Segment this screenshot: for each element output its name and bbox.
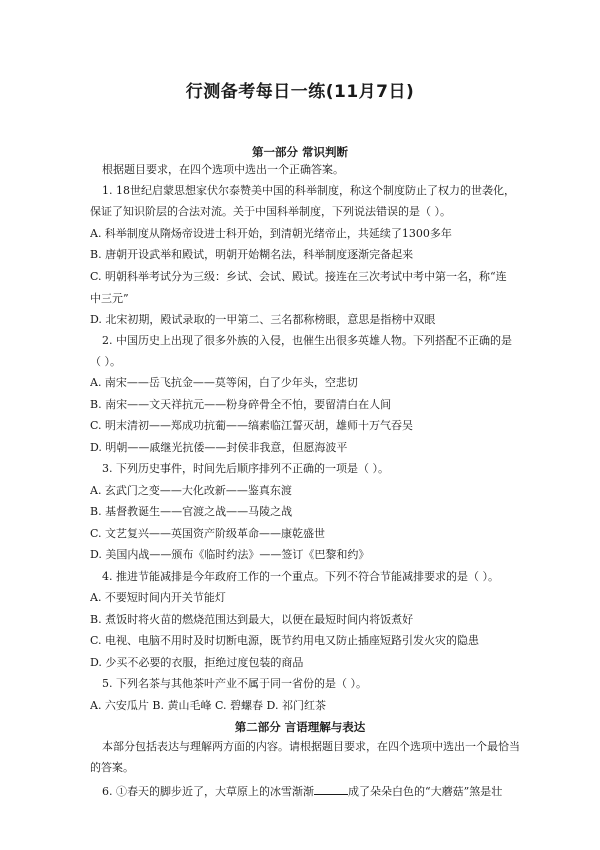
q1-option-a: A. 科举制度从隋炀帝设进士科开始，到清朝光绪帝止，共延续了1300多年 (90, 227, 452, 240)
q1-stem-line1: 1. 18世纪启蒙思想家伏尔泰赞美中国的科举制度，称这个制度防止了权力的世袭化， (102, 184, 515, 197)
part2-heading: 第二部分 言语理解与表达 (234, 720, 366, 734)
q6-stem-before-blank: 6. ①春天的脚步近了，大草原上的冰雪渐渐 (102, 785, 314, 798)
q5-stem: 5. 下列名茶与其他茶叶产业不属于同一省份的是（ ）。 (102, 677, 367, 690)
q2-option-c: C. 明末清初——郑成功抗葡——缟素临江誓灭胡，雄师十万气吞吴 (90, 419, 414, 432)
q3-option-a: A. 玄武门之变——大化改新——鉴真东渡 (90, 484, 292, 497)
q4-option-c: C. 电视、电脑不用时及时切断电源，既节约用电又防止插座短路引发火灾的隐患 (90, 634, 480, 647)
q6-fill-blank (314, 784, 348, 795)
q3-stem: 3. 下列历史事件，时间先后顺序排列不正确的一项是（ ）。 (102, 462, 389, 475)
part2-instruction-line2: 的答案。 (90, 761, 134, 774)
part1-instruction: 根据题目要求，在四个选项中选出一个正确答案。 (102, 163, 344, 176)
q5-options: A. 六安瓜片 B. 黄山毛峰 C. 碧螺春 D. 祁门红茶 (90, 699, 326, 712)
q2-option-b: B. 南宋——文天祥抗元——粉身碎骨全不怕，要留清白在人间 (90, 398, 392, 411)
q4-option-d: D. 少买不必要的衣服，拒绝过度包装的商品 (90, 656, 304, 669)
q4-option-a: A. 不要短时间内开关节能灯 (90, 591, 226, 604)
q1-option-d: D. 北宋初期，殿试录取的一甲第二、三名都称榜眼，意思是指榜中双眼 (90, 313, 436, 326)
q2-option-d: D. 明朝——戚继光抗倭——封侯非我意，但愿海波平 (90, 441, 348, 454)
q6-stem (102, 784, 520, 799)
q3-option-b: B. 基督教诞生——官渡之战——马陵之战 (90, 505, 293, 518)
page-title: 行测备考每日一练(11月7日) (185, 82, 415, 102)
q1-option-c-line2: 中三元” (90, 292, 129, 305)
q3-option-c: C. 文艺复兴——英国资产阶级革命——康乾盛世 (90, 527, 326, 540)
q1-stem-line2: 保证了知识阶层的合法对流。关于中国科举制度，下列说法错误的是（ ）。 (90, 205, 451, 218)
q6-stem-after-blank: 成了朵朵白色的“大蘑菇”煞是壮 (348, 785, 503, 798)
q2-stem-line1: 2. 中国历史上出现了很多外族的入侵，也催生出很多英雄人物。下列搭配不正确的是 (102, 334, 512, 347)
part2-instruction-line1: 本部分包括表达与理解两方面的内容。请根据题目要求，在四个选项中选出一个最恰当 (102, 740, 520, 753)
q2-stem-line2: （ ）。 (90, 355, 121, 368)
q4-stem: 4. 推进节能减排是今年政府工作的一个重点。下列不符合节能减排要求的是（ ）。 (102, 570, 499, 583)
q1-option-c-line1: C. 明朝科举考试分为三级：乡试、会试、殿试。接连在三次考试中考中第一名，称“连 (90, 270, 507, 283)
q4-option-b: B. 煮饭时将火苗的燃烧范围达到最大，以便在最短时间内将饭煮好 (90, 613, 414, 626)
part1-heading: 第一部分 常识判断 (251, 145, 348, 159)
q2-option-a: A. 南宋——岳飞抗金——莫等闲，白了少年头，空悲切 (90, 376, 358, 389)
q3-option-d: D. 美国内战——颁布《临时约法》——签订《巴黎和约》 (90, 548, 370, 561)
q1-option-b: B. 唐朝开设武举和殿试，明朝开始糊名法，科举制度逐渐完备起来 (90, 248, 414, 261)
